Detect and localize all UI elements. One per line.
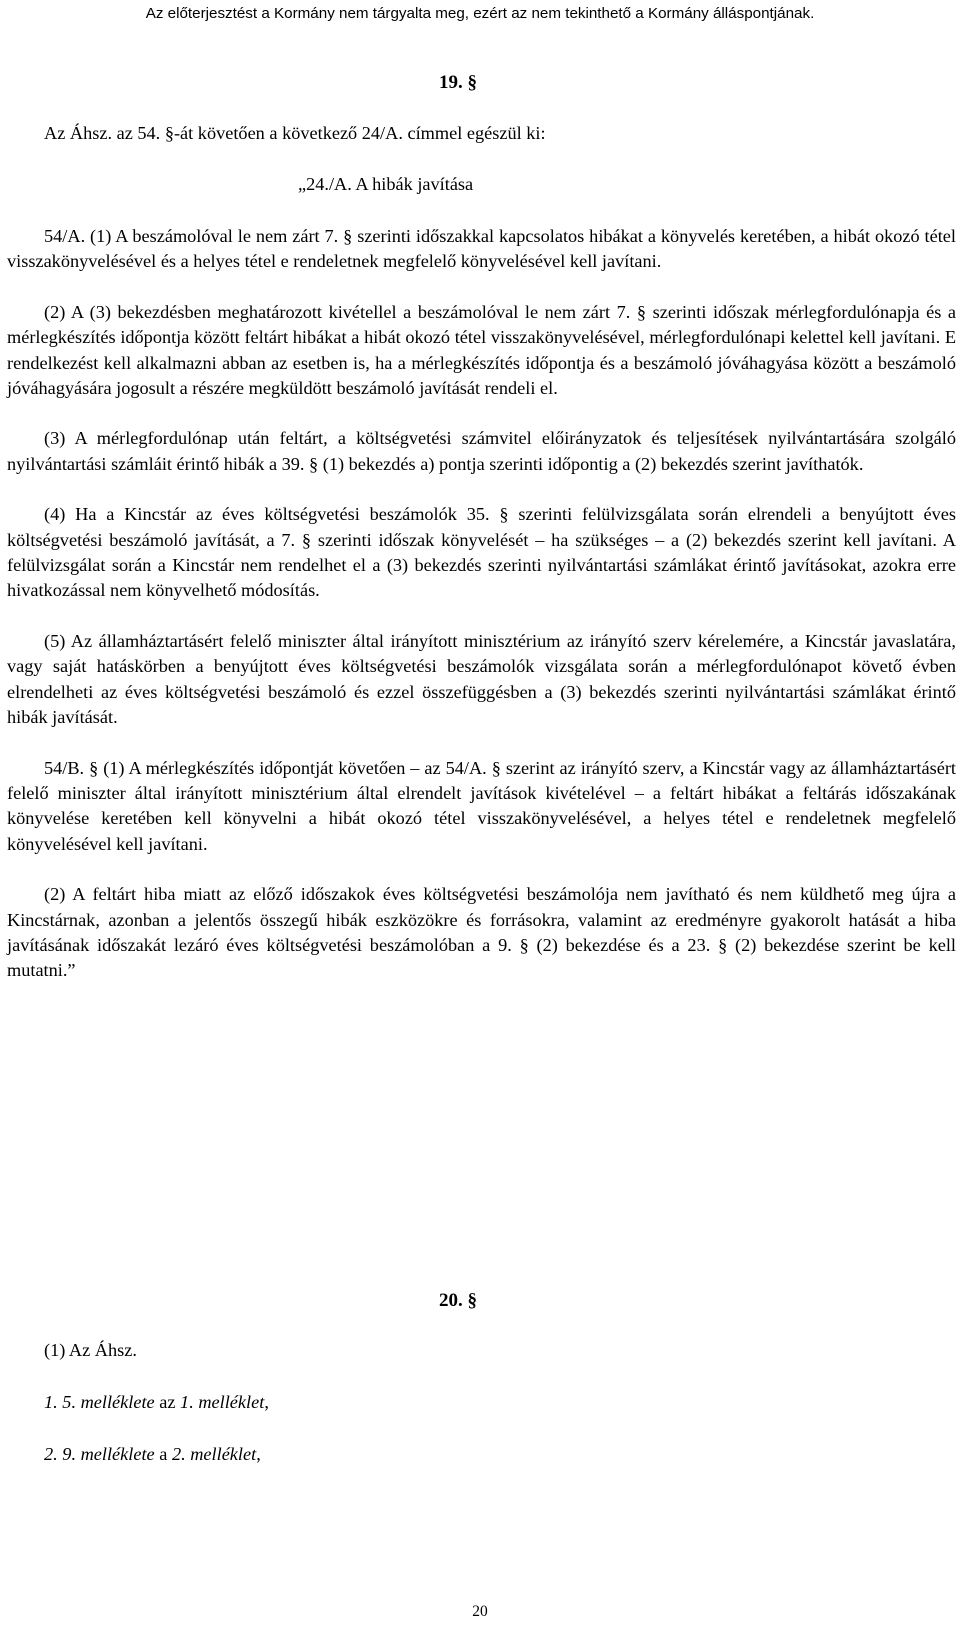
section-20-heading: 20. §: [439, 1290, 477, 1311]
list-item-new-annex: 1. melléklet: [180, 1392, 265, 1412]
list-item-annex: 9. melléklete: [62, 1444, 155, 1464]
paragraph-54a-5: (5) Az államháztartásért felelő miniszter által irányított minisztérium az irányító szerv kérelemére, a Kincstár javaslatára, vagy saját hatáskörben a benyújtott éves költségvetési beszámolók vizsgálata során a mérlegfordulónapot követő évben elrendelheti az éves költségvetési beszámoló és ezzel összefüggésben a (3) bekezdés szerinti nyilvántartási számlákat érintő hibák javítását.: [7, 630, 956, 728]
paragraph-54a-3: (3) A mérlegfordulónap után feltárt, a költségvetési számvitel előirányzatok és teljesítések nyilvántartására szolgáló nyilvántartási számláit érintő hibák a 39. § (1) bekezdés a) pontja szerinti időpontig a (2) bekezdés szerint javíthatók.: [7, 428, 956, 474]
list-item-number: 1.: [44, 1392, 58, 1412]
page-number: 20: [472, 1603, 488, 1620]
list-item-end: ,: [264, 1392, 269, 1412]
list-item-annex: 5. melléklete: [62, 1392, 155, 1412]
header-note: Az előterjesztést a Kormány nem tárgyalta meg, ezért az nem tekinthető a Kormány álláspontjának.: [145, 5, 815, 22]
section-19-intro: Az Áhsz. az 54. §-át követően a következő 24/A. címmel egészül ki:: [44, 123, 546, 143]
list-item-end: ,: [256, 1444, 261, 1464]
paragraph-54a-2: (2) A (3) bekezdésben meghatározott kivétellel a beszámolóval le nem zárt 7. § szerinti időszak mérlegfordulónapja és a mérlegkészítés időpontja között feltárt hibákat a hibát okozó tétel visszakönyvelésével, mérlegfordulónapi kelettel kell javítani. E rendelkezést kell alkalmazni abban az esetben is, ha a mérlegkészítés időpontja és a beszámoló jóváhagyása között a beszámoló jóváhagyására jogosult a részére megküldött beszámoló javítását rendeli el.: [7, 301, 956, 399]
list-item: [44, 1442, 261, 1467]
list-item-connector: a: [154, 1444, 172, 1464]
paragraph-54a-1: 54/A. (1) A beszámolóval le nem zárt 7. § szerinti időszakkal kapcsolatos hibákat a könyvelés keretében, a hibát okozó tétel visszakönyvelésével és a helyes tétel e rendeletnek megfelelő könyvelésével kell javítani.: [7, 226, 956, 272]
list-item: [44, 1390, 269, 1415]
section-19-body: [7, 224, 956, 984]
list-item-number: 2.: [44, 1444, 58, 1464]
section-19-heading: 19. §: [439, 72, 477, 93]
paragraph-54b-1: 54/B. § (1) A mérlegkészítés időpontját követően – az 54/A. § szerint az irányító szerv, a Kincstár vagy az államháztartásért felelő miniszter által irányított minisztérium által elrendelt javítások kivételével – a feltárt hibákat a feltárás időszakának könyvelése keretében kell könyvelni a hibát okozó tétel visszakönyvelésével, a helyes tétel e rendeletnek megfelelő könyvelésével kell javítani.: [7, 757, 956, 854]
section-20-intro: (1) Az Áhsz.: [44, 1340, 137, 1360]
section-title: „24./A. A hibák javítása: [298, 174, 474, 194]
paragraph-54b-2: (2) A feltárt hiba miatt az előző időszakok éves költségvetési beszámolója nem javítható és nem küldhető meg újra a Kincstárnak, azonban a jelentős összegű hibák eszközökre és forrásokra, valamint az eredményre gyakorolt hatását a hiba javításának időszakát lezáró éves költségvetési beszámolóban a 9. § (2) bekezdése és a 23. § (2) bekezdése szerint be kell mutatni.”: [7, 884, 956, 981]
paragraph-54a-4: (4) Ha a Kincstár az éves költségvetési beszámolók 35. § szerinti felülvizsgálata során elrendeli a benyújtott éves költségvetési beszámoló javítását, a 7. § szerinti időszak könyvelését – ha szükséges – a (2) bekezdés szerint kell javítani. A felülvizsgálat során a Kincstár nem rendelhet el a (3) bekezdés szerinti nyilvántartási számlákat érintő javításokat, azokra erre hivatkozással nem könyvelhető módosítás.: [7, 504, 956, 601]
list-item-connector: az: [154, 1392, 181, 1412]
list-item-new-annex: 2. melléklet: [171, 1444, 257, 1464]
